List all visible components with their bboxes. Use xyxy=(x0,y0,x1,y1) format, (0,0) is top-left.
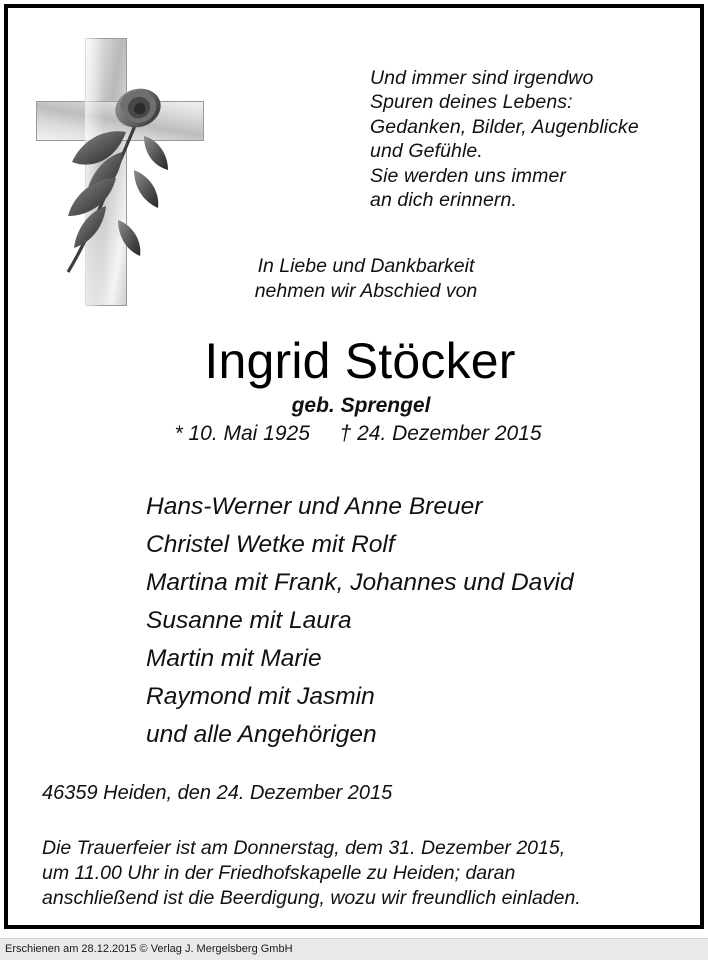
card-frame xyxy=(4,4,704,929)
ceremony-info xyxy=(42,836,682,911)
verse-line: Gedanken, Bilder, Augenblicke xyxy=(370,115,639,138)
list-item: Christel Wetke mit Rolf xyxy=(146,531,395,558)
ceremony-line: um 11.00 Uhr in der Friedhofskapelle zu Heiden; daran xyxy=(42,862,516,884)
ceremony-line: anschließend ist die Beerdigung, wozu wir freundlich einladen. xyxy=(42,887,581,909)
list-item: Raymond mit Jasmin xyxy=(146,683,375,710)
deceased-name: Ingrid Stöcker xyxy=(204,333,516,389)
verse-line: und Gefühle. xyxy=(370,140,483,163)
list-item: Hans-Werner und Anne Breuer xyxy=(146,493,483,520)
verse-line: Und immer sind irgendwo xyxy=(370,67,594,89)
verse-line: Spuren deines Lebens: xyxy=(370,91,573,114)
verse-line: an dich erinnern. xyxy=(370,189,517,212)
death-date: † 24. Dezember 2015 xyxy=(339,422,542,445)
dedication-text xyxy=(8,254,700,303)
verse-text xyxy=(370,66,690,212)
footer-text: Erschienen am 28.12.2015 © Verlag J. Mergelsberg GmbH xyxy=(5,943,293,955)
place-and-date: 46359 Heiden, den 24. Dezember 2015 xyxy=(42,782,393,804)
dedication-line: nehmen wir Abschied von xyxy=(254,279,478,302)
list-item: und alle Angehörigen xyxy=(146,721,377,748)
birth-date: * 10. Mai 1925 xyxy=(174,422,310,445)
footer-bar xyxy=(0,938,708,960)
card-inner xyxy=(8,8,700,925)
dedication-line: In Liebe und Dankbarkeit xyxy=(257,255,475,277)
list-item: Susanne mit Laura xyxy=(146,607,352,634)
list-item: Martina mit Frank, Johannes und David xyxy=(146,569,574,596)
life-dates xyxy=(8,422,700,446)
list-item: Martin mit Marie xyxy=(146,645,322,672)
ceremony-line: Die Trauerfeier ist am Donnerstag, dem 31. Dezember 2015, xyxy=(42,837,566,859)
maiden-name: geb. Sprengel xyxy=(291,394,431,417)
rose-icon xyxy=(30,66,200,281)
mourners-list xyxy=(146,488,706,754)
verse-line: Sie werden uns immer xyxy=(370,164,566,187)
